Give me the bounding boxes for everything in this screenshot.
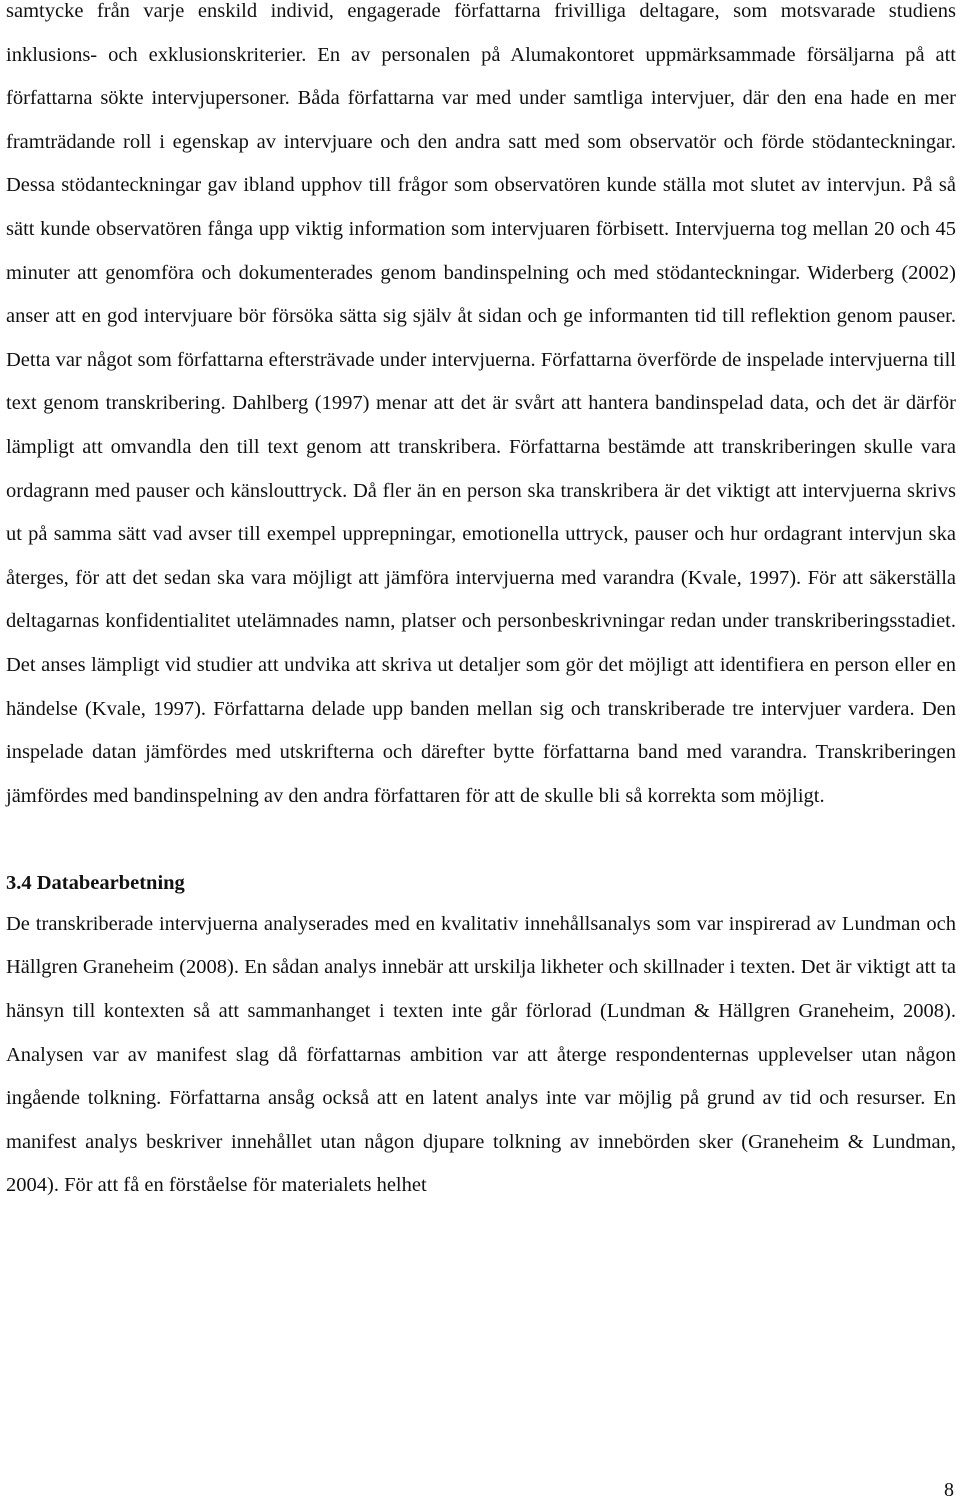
body-paragraph-method: samtycke från varje enskild individ, engagerade författarna frivilliga deltagare, som motsvarade studiens inklusions- och exklusionskriterier. En av personalen på Alumakontoret uppmärksammade försäljarna på att författarna sökte intervjupersoner. Båda författarna var med under samtliga intervjuer, där den ena hade en mer framträdande roll i egenskap av intervjuare och den andra satt med som observatör och förde stödanteckningar. Dessa stödanteckningar gav ibland upphov till frågor som observatören kunde ställa mot slutet av intervjun. På så sätt kunde observatören fånga upp viktig information som intervjuaren förbisett. Intervjuerna tog mellan 20 och 45 minuter att genomföra och dokumenterades genom bandinspelning och med stödanteckningar. Widerberg (2002) anser att en god intervjuare bör försöka sätta sig själv åt sidan och ge informanten tid till reflektion genom pauser. Detta var något som författarna eftersträvade under intervjuerna. Författarna överförde de inspelade intervjuerna till text genom transkribering. Dahlberg (1997) menar att det är svårt att hantera bandinspelad data, och det är därför lämpligt att omvandla den till text genom att transkribera. Författarna bestämde att transkriberingen skulle vara ordagrann med pauser och känslouttryck. Då fler än en person ska transkribera är det viktigt att intervjuerna skrivs ut på samma sätt vad avser till exempel upprepningar, emotionella uttryck, pauser och hur ordagrant intervjun ska återges, för att det sedan ska vara möjligt att jämföra intervjuerna med varandra (Kvale, 1997). För att säkerställa deltagarnas konfidentialitet utelämnades namn, platser och personbeskrivningar redan under transkriberingsstadiet. Det anses lämpligt vid studier att undvika att skriva ut detaljer som gör det möjligt att identifiera en person eller en händelse (Kvale, 1997). Författarna delade upp banden mellan sig och transkriberade tre intervjuer vardera. Den inspelade datan jämfördes med utskrifterna och därefter bytte författarna band med varandra. Transkriberingen jämfördes med bandinspelning av den andra författaren för att de skulle bli så korrekta som möjligt. [6,0,956,807]
document-page [6,0,956,1208]
body-paragraph-analysis: De transkriberade intervjuerna analyserades med en kvalitativ innehållsanalys som var inspirerad av Lundman och Hällgren Graneheim (2008). En sådan analys innebär att urskilja likheter och skillnader i texten. Det är viktigt att ta hänsyn till kontexten så att sammanhanget i texten inte går förlorad (Lundman & Hällgren Graneheim, 2008). Analysen var av manifest slag då författarnas ambition var att återge respondenternas upplevelser utan någon ingående tolkning. Författarna ansåg också att en latent analys inte var möjlig på grund av tid och resurser. En manifest analys beskriver innehållet utan någon djupare tolkning av innebörden sker (Graneheim & Lundman, 2004). För att få en förståelse för materialets helhet [6,912,956,1197]
section-heading: 3.4 Databearbetning [6,872,185,895]
page-number: 8 [944,1479,954,1501]
